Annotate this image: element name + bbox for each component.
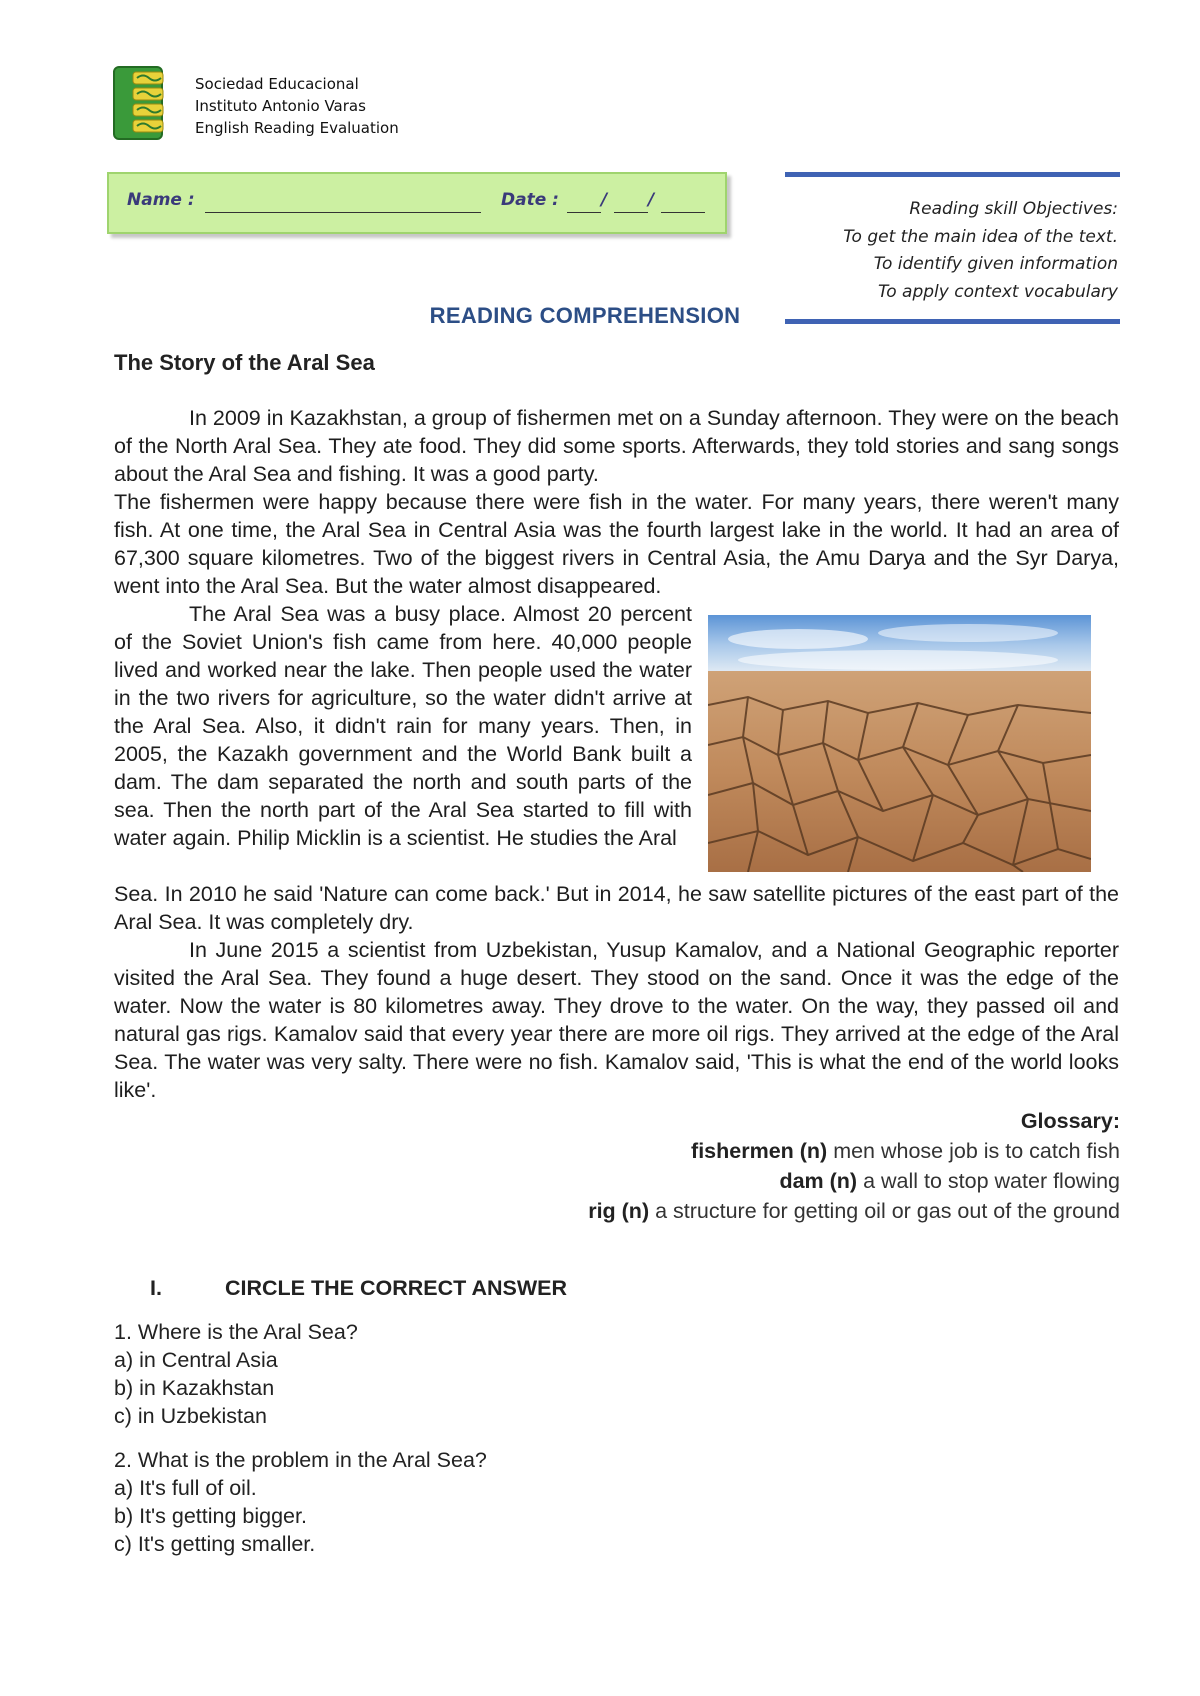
school-logo — [113, 66, 169, 140]
objective-item: To identify given information — [873, 254, 1118, 274]
glossary-entry — [588, 1136, 1120, 1166]
objectives-heading: Reading skill Objectives: — [909, 199, 1118, 219]
date-year-field[interactable] — [661, 212, 705, 213]
answer-option[interactable]: c) It's getting smaller. — [114, 1532, 316, 1556]
paragraph: The fishermen were happy because there were fish in the water. For many years, there weren't many fish. At one time, the Aral Sea in Central Asia was the fourth largest lake in the world. It had an area of 67,300 square kilometres. Two of the biggest rivers in Central Asia, the Amu Darya and the Syr Darya, went into the Aral Sea. But the water almost disappeared. — [114, 490, 1119, 598]
objective-item: To get the main idea of the text. — [843, 226, 1118, 247]
answer-option[interactable]: b) in Kazakhstan — [114, 1376, 275, 1400]
story-body-bottom — [114, 880, 1119, 1104]
school-line: Instituto Antonio Varas — [195, 97, 366, 115]
glossary-definition: a wall to stop water flowing — [857, 1169, 1120, 1193]
paragraph: In June 2015 a scientist from Uzbekistan, Yusup Kamalov, and a National Geographic reporter visited the Aral Sea. They found a huge desert. They stood on the sand. Once it was the edge of the water. Now the water is 80 kilometres away. They drove to the water. On the way, they passed oil and natural gas rigs. Kamalov said that every year there are more oil rigs. They arrived at the edge of the Aral Sea. The water was very salty. There were no fish. Kamalov said, 'This is what the end of the world looks like'. — [114, 938, 1119, 1102]
date-separator: / — [648, 190, 655, 210]
question-block — [114, 1446, 487, 1558]
dry-lakebed-image — [708, 615, 1091, 872]
answer-option[interactable]: c) in Uzbekistan — [114, 1404, 267, 1428]
exercise-number: I. — [150, 1276, 162, 1300]
objectives-top-rule — [785, 172, 1120, 177]
date-separator: / — [601, 190, 608, 210]
answer-option[interactable]: a) in Central Asia — [114, 1348, 278, 1372]
objectives-block — [760, 196, 1118, 306]
glossary-definition: a structure for getting oil or gas out of the ground — [649, 1199, 1120, 1223]
name-date-box — [107, 172, 727, 234]
glossary-definition: men whose job is to catch fish — [827, 1139, 1120, 1163]
glossary-term: dam (n) — [779, 1169, 858, 1193]
school-line: English Reading Evaluation — [195, 119, 399, 137]
story-body-top — [114, 404, 1119, 600]
question-block — [114, 1318, 358, 1430]
story-body-wrapped — [114, 600, 692, 852]
section-title: READING COMPREHENSION — [429, 303, 741, 328]
objective-item: To apply context vocabulary — [877, 281, 1118, 302]
paragraph: The Aral Sea was a busy place. Almost 20 percent of the Soviet Union's fish came from here. 40,000 people lived and worked near the lake. Then people used the water in the two rivers for agriculture, so the water didn't arrive at the Aral Sea. Also, it didn't rain for many years. Then, in 2005, the Kazakh government and the World Bank built a dam. The dam separated the north and south parts of the sea. Then the north part of the Aral Sea started to fill with water again. Philip Micklin is a scientist. He studies the Aral — [114, 602, 692, 850]
question-text: 2. What is the problem in the Aral Sea? — [114, 1448, 487, 1472]
glossary-term: fishermen (n) — [691, 1139, 828, 1163]
paragraph: Sea. In 2010 he said 'Nature can come back.' But in 2014, he saw satellite pictures of the east part of the Aral Sea. It was completely dry. — [114, 882, 1119, 934]
paragraph: In 2009 in Kazakhstan, a group of fishermen met on a Sunday afternoon. They were on the beach of the North Aral Sea. They ate food. They did some sports. Afterwards, they told stories and sang songs about the Aral Sea and fishing. It was a good party. — [114, 406, 1119, 486]
answer-option[interactable]: b) It's getting bigger. — [114, 1504, 307, 1528]
exercise-heading — [150, 1276, 567, 1301]
name-field[interactable] — [205, 212, 481, 213]
date-day-field[interactable] — [567, 212, 601, 213]
glossary-entry — [588, 1196, 1120, 1226]
name-label: Name : — [127, 190, 195, 210]
date-month-field[interactable] — [614, 212, 648, 213]
glossary-title: Glossary: — [1020, 1109, 1120, 1133]
story-title: The Story of the Aral Sea — [114, 350, 375, 375]
question-text: 1. Where is the Aral Sea? — [114, 1320, 358, 1344]
glossary-term: rig (n) — [588, 1199, 650, 1223]
glossary — [588, 1106, 1120, 1226]
school-line: Sociedad Educacional — [195, 75, 359, 93]
school-header — [195, 73, 399, 139]
exercise-title: CIRCLE THE CORRECT ANSWER — [225, 1276, 568, 1300]
date-label: Date : — [501, 190, 559, 210]
glossary-entry — [588, 1166, 1120, 1196]
answer-option[interactable]: a) It's full of oil. — [114, 1476, 257, 1500]
